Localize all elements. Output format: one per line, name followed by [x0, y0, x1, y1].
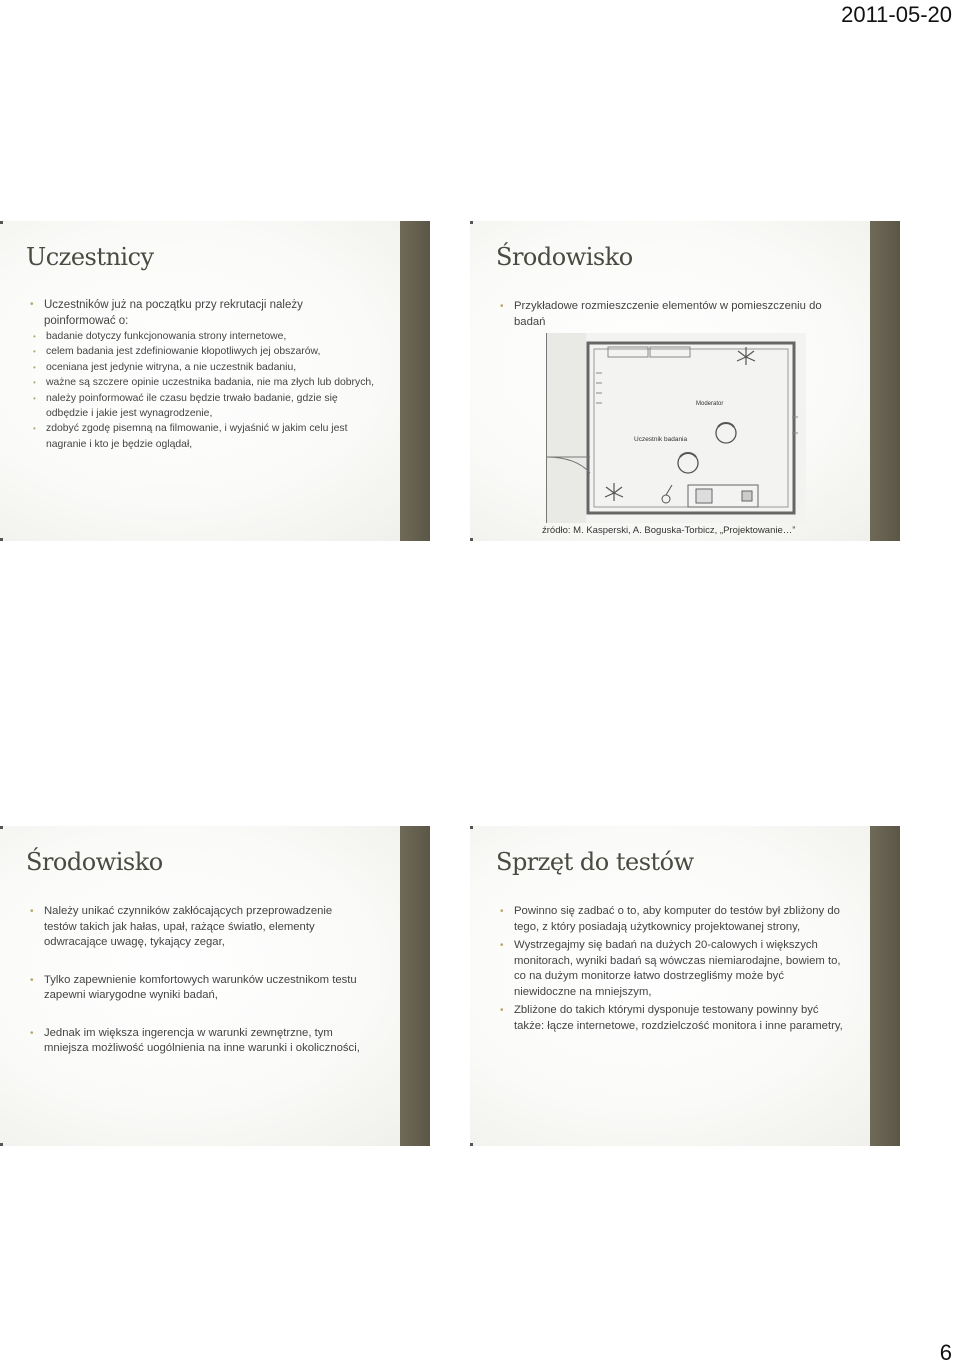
bullet: • Tylko zapewnienie komfortowych warunków uczestnikom testu zapewni wiarygodne wyniki badań, — [30, 973, 360, 1004]
source-caption: źródło: M. Kasperski, A. Boguska-Torbicz, „Projektowanie…” — [542, 525, 796, 536]
bullet: • Jednak im większa ingerencja w warunki zewnętrzne, tym mniejsza możliwość uogólnienia na inne warunki i okoliczności, — [30, 1026, 360, 1057]
room-floor-plan — [546, 333, 806, 523]
sub-bullet: • należy poinformować ile czasu będzie trwało badanie, gdzie się odbędzie i jakie jest wynagrodzenie, — [30, 391, 376, 422]
bullet-intro: • Przykładowe rozmieszczenie elementów w pomieszczeniu do badań — [500, 299, 846, 330]
slide-title: Sprzęt do testów — [496, 848, 694, 876]
slide-srodowisko-plan — [470, 221, 900, 541]
slide-corner-mark — [0, 221, 3, 224]
label-moderator: Moderator — [696, 401, 724, 407]
slide-corner-mark — [470, 221, 473, 224]
slide-corner-mark — [470, 1143, 473, 1146]
slide-side-band — [400, 221, 430, 541]
slide-title: Uczestnicy — [26, 243, 154, 271]
sub-bullet: • oceniana jest jedynie witryna, a nie uczestnik badaniu, — [30, 360, 376, 375]
slide-content — [500, 904, 846, 1034]
slide-content — [30, 904, 360, 1057]
slide-title: Środowisko — [496, 243, 633, 271]
sub-bullet: • badanie dotyczy funkcjonowania strony internetowe, — [30, 329, 376, 344]
bullet: • Powinno się zadbać o to, aby komputer do testów był zbliżony do tego, z który posiadają użytkownicy projektowanej strony, — [500, 904, 846, 935]
slide-corner-mark — [0, 1143, 3, 1146]
slide-corner-mark — [470, 538, 473, 541]
slide-side-band — [400, 826, 430, 1146]
slide-content — [30, 297, 376, 452]
bullet-intro: • Uczestników już na początku przy rekrutacji należy poinformować o: — [30, 297, 376, 329]
slide-sprzet — [470, 826, 900, 1146]
slide-corner-mark — [0, 826, 3, 829]
slide-side-band — [870, 826, 900, 1146]
sub-bullet: • zdobyć zgodę pisemną na filmowanie, i wyjaśnić w jakim celu jest nagranie i kto je będzie oglądał, — [30, 421, 376, 452]
sub-bullet: • celem badania jest zdefiniowanie kłopotliwych jej obszarów, — [30, 344, 376, 359]
slide-corner-mark — [0, 538, 3, 541]
bullet: • Należy unikać czynników zakłócających przeprowadzenie testów takich jak hałas, upał, rażące światło, elementy odwracające uwagę, tykający zegar, — [30, 904, 360, 951]
label-participant: Uczestnik badania — [634, 436, 688, 443]
slide-title: Środowisko — [26, 848, 163, 876]
bullet: • Wystrzegajmy się badań na dużych 20-calowych i większych monitorach, wyniki badań są wówczas niemiarodajne, bowiem to, co na dużym monitorze łatwo dostrzegliśmy może być niewidoczne na mniejszym, — [500, 938, 846, 1000]
slide-corner-mark — [470, 826, 473, 829]
page-number: 6 — [939, 1340, 952, 1365]
sub-bullet: • ważne są szczere opinie uczestnika badania, nie ma złych lub dobrych, — [30, 375, 376, 390]
slide-side-band — [870, 221, 900, 541]
slide-uczestnicy — [0, 221, 430, 541]
slide-content — [500, 299, 846, 330]
slide-srodowisko-text — [0, 826, 430, 1146]
header-date: 2011-05-20 — [841, 2, 952, 27]
bullet: • Zbliżone do takich którymi dysponuje testowany powinny być także: łącze internetowe, rozdzielczość monitora i inne parametry, — [500, 1003, 846, 1034]
